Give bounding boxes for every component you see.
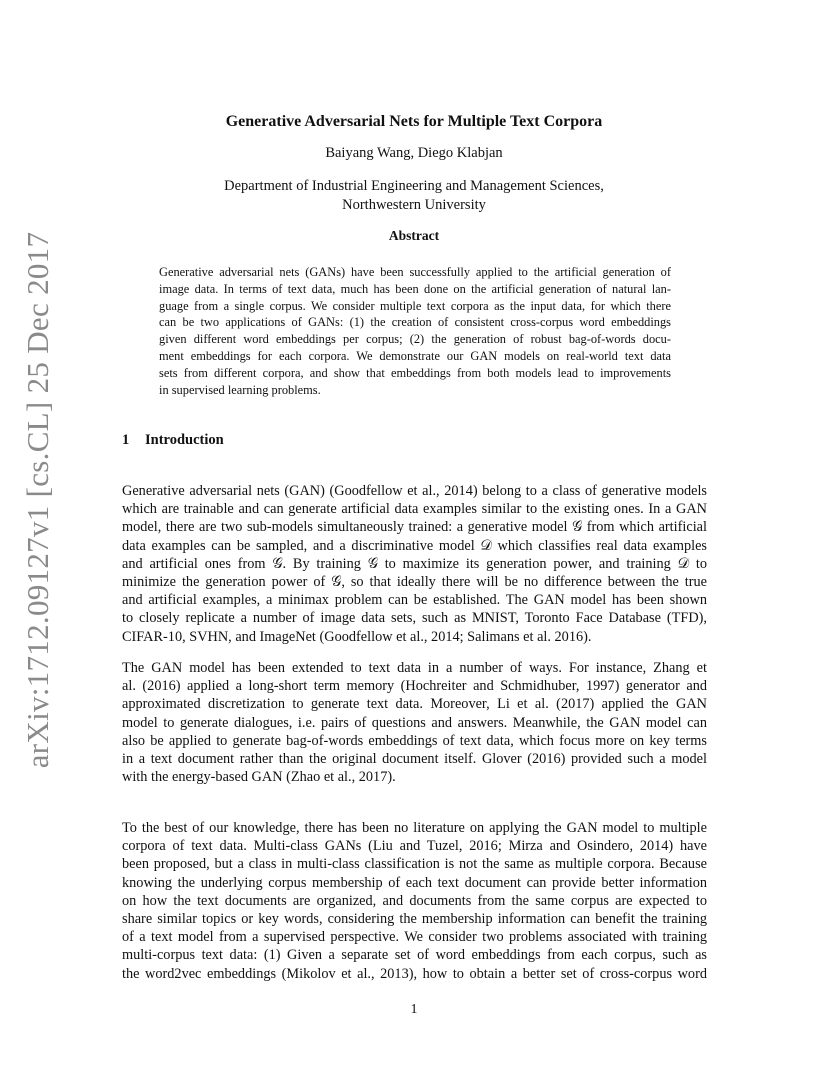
paragraph-line: on how the text documents are organized, and documents from the same corpus are expected to (122, 892, 707, 909)
section-number: 1 (122, 432, 130, 448)
paragraph-line: CIFAR-10, SVHN, and ImageNet (Goodfellow et al., 2014; Salimans et al. 2016). (122, 628, 592, 645)
paper-title: Generative Adversarial Nets for Multiple Text Corpora (225, 113, 603, 130)
affiliation-line: Department of Industrial Engineering and Management Sciences, (224, 178, 604, 194)
paragraph-line: share similar topics or key words, considering the membership information can benefit the training (122, 911, 707, 928)
paragraph-line: to closely replicate a number of image data sets, such as MNIST, Toronto Face Database (TFD), (122, 610, 707, 627)
abstract-line: Generative adversarial nets (GANs) have been successfully applied to the artificial generation of (159, 265, 671, 279)
paragraph-line: data examples can be sampled, and a discriminative model 𝒟 which classifies real data examples (122, 537, 707, 554)
paragraph-line: and artificial examples, a minimax problem can be established. The GAN model has been shown (122, 592, 707, 609)
paragraph-line: in a text document rather than the original document itself. Glover (2016) provided such a model (122, 751, 707, 768)
paragraph-line: also be applied to generate bag-of-words embeddings of text data, which focus more on key terms (122, 732, 707, 749)
abstract-line: sets from different corpora, and show that embeddings from both models lead to improvements (159, 365, 671, 380)
abstract-line: in supervised learning problems. (159, 382, 321, 397)
paragraph-line: al. (2016) applied a long-short term memory (Hochreiter and Schmidhuber, 1997) generator and (122, 678, 707, 695)
abstract-body (159, 264, 671, 398)
paragraph-line: multi-corpus text data: (1) Given a separate set of word embeddings from each corpus, such as (122, 947, 707, 964)
abstract-line: guage from a single corpus. We consider multiple text corpora as the input data, for which there (159, 298, 671, 313)
paragraph-line: and artificial ones from 𝒢. By training 𝒢 to maximize its generation power, and training 𝒟 to (122, 555, 707, 572)
paragraph-line: The GAN model has been extended to text data in a number of ways. For instance, Zhang et (122, 660, 707, 676)
paragraph-line: corpora of text data. Multi-class GANs (Liu and Tuzel, 2016; Mirza and Osindero, 2014) have (122, 838, 707, 855)
body-paragraph (122, 659, 707, 786)
paragraph-line: minimize the generation power of 𝒢, so that ideally there will be no difference between the true (122, 574, 707, 591)
author-list: Baiyang Wang, Diego Klabjan (325, 145, 503, 161)
abstract-line: image data. In terms of text data, much has been done on the artificial generation of natural lan- (159, 281, 671, 296)
paragraph-line: To the best of our knowledge, there has been no literature on applying the GAN model to multiple (122, 820, 707, 836)
paragraph-line: the word2vec embeddings (Mikolov et al., 2013), how to obtain a better set of cross-corpus word (122, 965, 707, 982)
abstract-heading: Abstract (388, 228, 440, 243)
affiliation-line: Northwestern University (342, 197, 486, 213)
abstract-line: can be two applications of GANs: (1) the creation of consistent cross-corpus word embeddings (159, 315, 671, 330)
paragraph-line: which are trainable and can generate artificial data examples similar to the existing ones. In a GAN (122, 501, 707, 518)
paragraph-line: model to generate dialogues, i.e. pairs of questions and answers. Meanwhile, the GAN model can (122, 714, 707, 731)
section-heading (122, 432, 224, 449)
paragraph-line: been proposed, but a class in multi-class classification is not the same as multiple corpora. Because (122, 856, 707, 873)
paragraph-line: of a text model from a supervised perspective. We consider two problems associated with training (122, 929, 707, 946)
paragraph-line: approximated discretization to generate text data. Moreover, Li et al. (2017) applied the GAN (122, 696, 707, 713)
abstract-line: ment embeddings for each corpora. We demonstrate our GAN models on real-world text data (159, 348, 671, 363)
paragraph-line: model, there are two sub-models simultaneously trained: a generative model 𝒢 from which artificial (122, 519, 707, 536)
paragraph-line: with the energy-based GAN (Zhao et al., 2017). (122, 769, 396, 786)
paragraph-line: Generative adversarial nets (GAN) (Goodfellow et al., 2014) belong to a class of generative models (122, 483, 707, 499)
body-paragraph (122, 819, 707, 983)
abstract-line: given different word embeddings per corpus; (2) the generation of robust bag-of-words docu- (159, 332, 671, 347)
paragraph-line: knowing the underlying corpus membership of each text document can provide better information (122, 874, 707, 891)
arxiv-identifier-stamp: arXiv:1712.09127v1 [cs.CL] 25 Dec 2017 (20, 231, 55, 769)
section-title: Introduction (145, 432, 224, 448)
affiliation (0, 177, 828, 215)
page-number: 1 (410, 1002, 418, 1017)
body-paragraph (122, 482, 707, 646)
